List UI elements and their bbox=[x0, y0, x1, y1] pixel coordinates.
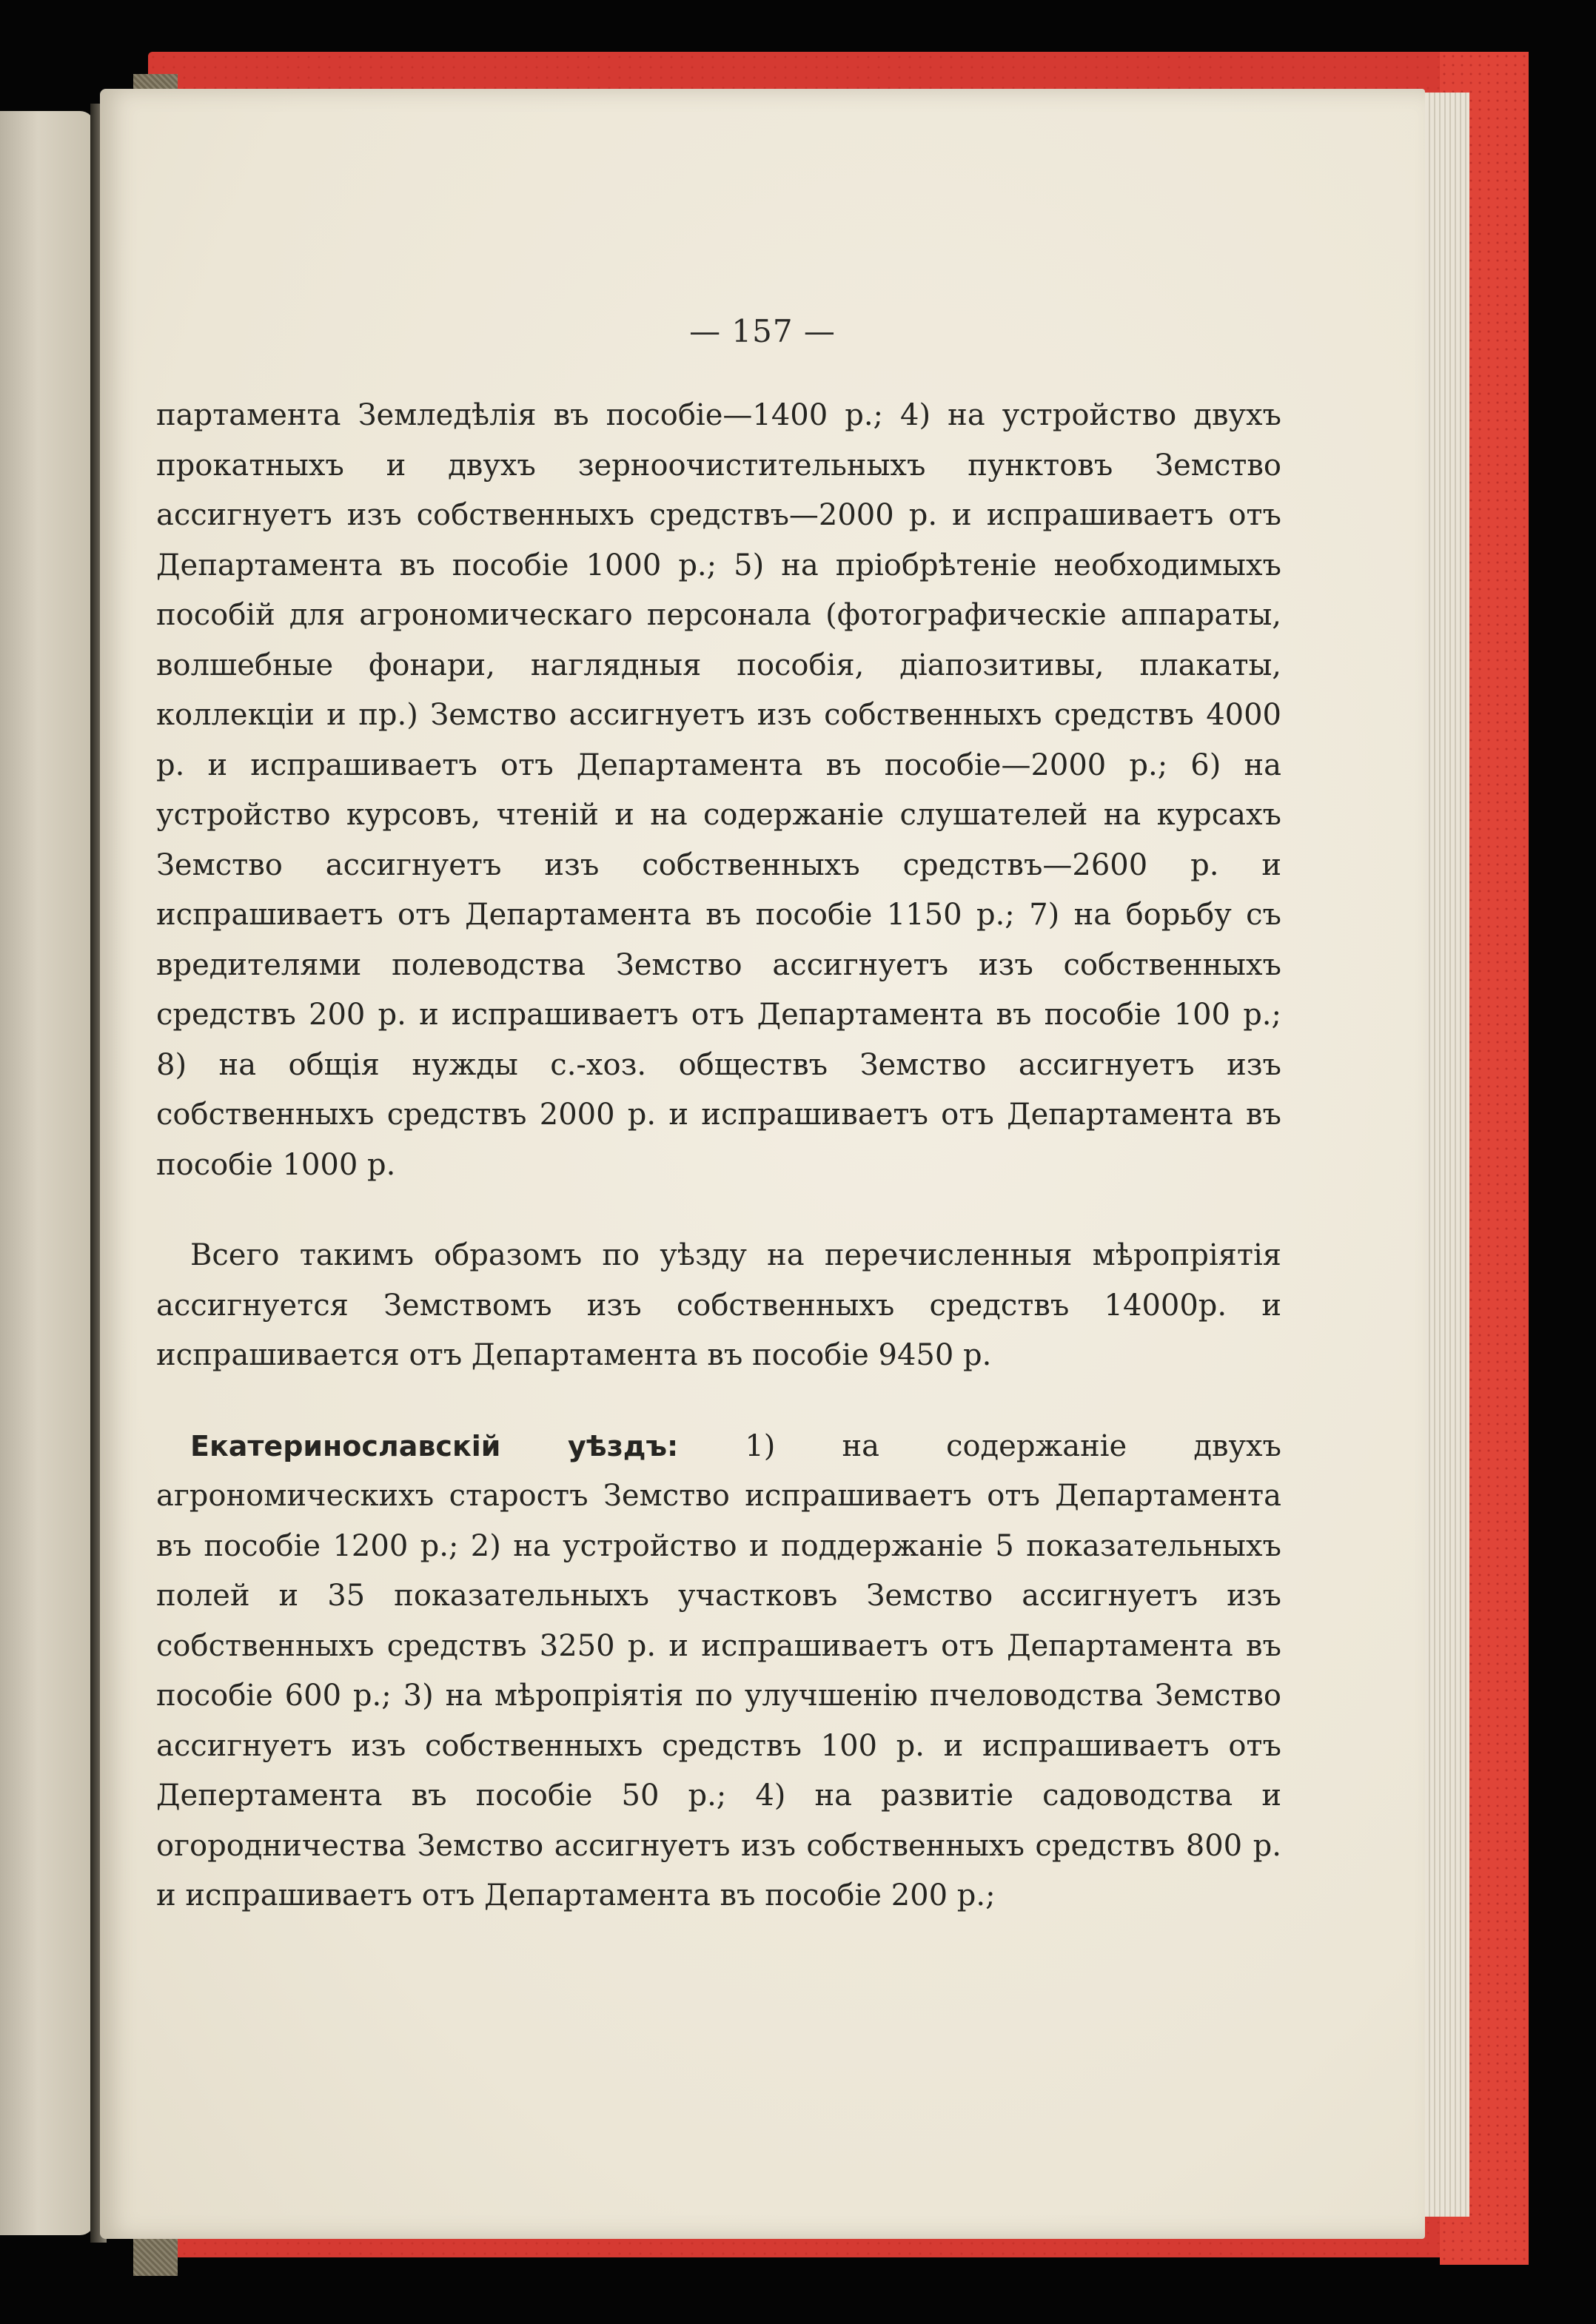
paragraph-total: Всего такимъ образомъ по уѣзду на перечисленныя мѣропріятія ассигнуется Земствомъ изъ собственныхъ средствъ 14000р. и испрашивается отъ Департамента въ пособіе 9450 р. bbox=[156, 1238, 1281, 1372]
page-body bbox=[156, 391, 1281, 1921]
paragraph-continuation: партамента Земледѣлія въ пособіе—1400 р.; 4) на устройство двухъ прокатныхъ и двухъ зерноочистительныхъ пунктовъ Земство ассигнуетъ изъ собственныхъ средствъ—2000 р. и испрашиваетъ отъ Департамента въ пособіе 1000 р.; 5) на пріобрѣтеніе необходимыхъ пособій для агрономическаго персонала (фотографическіе аппараты, волшебные фонари, наглядныя пособія, діапозитивы, плакаты, коллекціи и пр.) Земство ассигнуетъ изъ собственныхъ средствъ 4000 р. и испрашиваетъ отъ Департамента въ пособіе—2000 р.; 6) на устройство курсовъ, чтеній и на содержаніе слушателей на курсахъ Земство ассигнуетъ изъ собственныхъ средствъ—2600 р. и испрашиваетъ отъ Департамента въ пособіе 1150 р.; 7) на борьбу съ вредителями полеводства Земство ассигнуетъ изъ собственныхъ средствъ 200 р. и испрашиваетъ отъ Департамента въ пособіе 100 р.; 8) на общія нужды с.-хоз. обществъ Земство ассигнуетъ изъ собственныхъ средствъ 2000 р. и испрашиваетъ отъ Департамента въ пособіе 1000 р. bbox=[156, 398, 1281, 1182]
district-heading: Екатеринославскій уѣздъ: bbox=[190, 1429, 679, 1462]
paragraph-ekaterinoslav bbox=[156, 1422, 1281, 1921]
left-page-edge bbox=[0, 111, 95, 2235]
district-text: 1) на содержаніе двухъ агрономическихъ старостъ Земство испрашиваетъ отъ Департамента въ пособіе 1200 р.; 2) на устройство и поддержаніе 5 показательныхъ полей и 35 показательныхъ участковъ Земство ассигнуетъ изъ собственныхъ средствъ 3250 р. и испрашиваетъ отъ Департамента въ пособіе 600 р.; 3) на мѣропріятія по улучшенію пчеловодства Земство ассигнуетъ изъ собственныхъ средствъ 100 р. и испрашиваетъ отъ Депертамента въ пособіе 50 р.; 4) на развитіе садоводства и огородничества Земство ассигнуетъ изъ собственныхъ средствъ 800 р. и испрашиваетъ отъ Департамента въ пособіе 200 р.; bbox=[156, 1428, 1282, 1912]
book-page bbox=[100, 89, 1425, 2239]
page-number: — 157 — bbox=[689, 313, 836, 349]
